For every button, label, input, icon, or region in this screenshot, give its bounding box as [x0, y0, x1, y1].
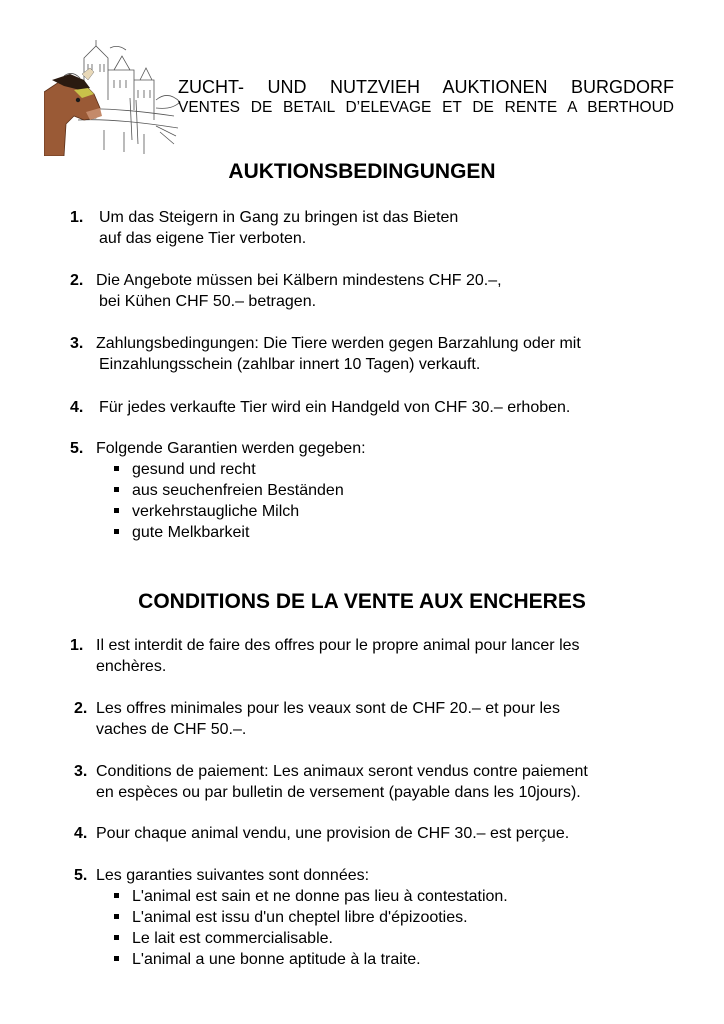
condition-text-line: Les offres minimales pour les veaux sont de CHF 20.– et pour les	[96, 700, 560, 717]
condition-text-line: Il est interdit de faire des offres pour le propre animal pour lancer les	[96, 637, 580, 654]
list-number: 4.	[74, 825, 88, 842]
list-number: 1.	[70, 637, 84, 654]
condition-text-line: Pour chaque animal vendu, une provision de CHF 30.– est perçue.	[96, 825, 570, 842]
organization-name-de: ZUCHT- UND NUTZVIEH AUKTIONEN BURGDORF	[178, 77, 674, 97]
condition-text-line: Einzahlungsschein (zahlbar innert 10 Tagen) verkauft.	[99, 356, 481, 373]
list-item: gute Melkbarkeit	[114, 522, 344, 543]
list-item: gesund und recht	[114, 459, 344, 480]
heading-auction-conditions-de: AUKTIONSBEDINGUNGEN	[228, 160, 496, 183]
list-item: L'animal est sain et ne donne pas lieu à contestation.	[114, 886, 508, 907]
list-number: 3.	[70, 335, 84, 352]
list-number: 5.	[74, 867, 88, 884]
condition-text-line: Um das Steigern in Gang zu bringen ist das Bieten	[99, 209, 459, 226]
list-number: 5.	[70, 440, 84, 457]
heading-auction-conditions-fr: CONDITIONS DE LA VENTE AUX ENCHERES	[138, 590, 586, 613]
fr-guarantee-list	[114, 886, 508, 970]
condition-text-line: en espèces ou par bulletin de versement (payable dans les 10jours).	[96, 784, 581, 801]
list-number: 1.	[70, 209, 84, 226]
condition-text-line: Les garanties suivantes sont données:	[96, 867, 370, 884]
condition-text-line: Die Angebote müssen bei Kälbern mindestens CHF 20.–,	[96, 272, 502, 289]
condition-text-line: vaches de CHF 50.–.	[96, 721, 247, 738]
list-item: aus seuchenfreien Beständen	[114, 480, 344, 501]
organization-name-fr: VENTES DE BETAIL D’ELEVAGE ET DE RENTE A BERTHOUD	[178, 99, 674, 116]
list-number: 2.	[74, 700, 88, 717]
condition-text-line: enchères.	[96, 658, 167, 675]
condition-text-line: Für jedes verkaufte Tier wird ein Handgeld von CHF 30.– erhoben.	[99, 399, 571, 416]
de-guarantee-list	[114, 459, 344, 543]
condition-text-line: Folgende Garantien werden gegeben:	[96, 440, 366, 457]
list-item: L'animal est issu d'un cheptel libre d'épizooties.	[114, 907, 508, 928]
list-number: 2.	[70, 272, 84, 289]
condition-text-line: Zahlungsbedingungen: Die Tiere werden gegen Barzahlung oder mit	[96, 335, 581, 352]
list-number: 4.	[70, 399, 84, 416]
cow-and-castle-sketch-logo	[44, 40, 182, 156]
list-item: Le lait est commercialisable.	[114, 928, 508, 949]
list-number: 3.	[74, 763, 88, 780]
condition-text-line: auf das eigene Tier verboten.	[99, 230, 307, 247]
list-item: verkehrstaugliche Milch	[114, 501, 344, 522]
condition-text-line: Conditions de paiement: Les animaux seront vendus contre paiement	[96, 763, 588, 780]
condition-text-line: bei Kühen CHF 50.– betragen.	[99, 293, 317, 310]
list-item: L'animal a une bonne aptitude à la traite.	[114, 949, 508, 970]
